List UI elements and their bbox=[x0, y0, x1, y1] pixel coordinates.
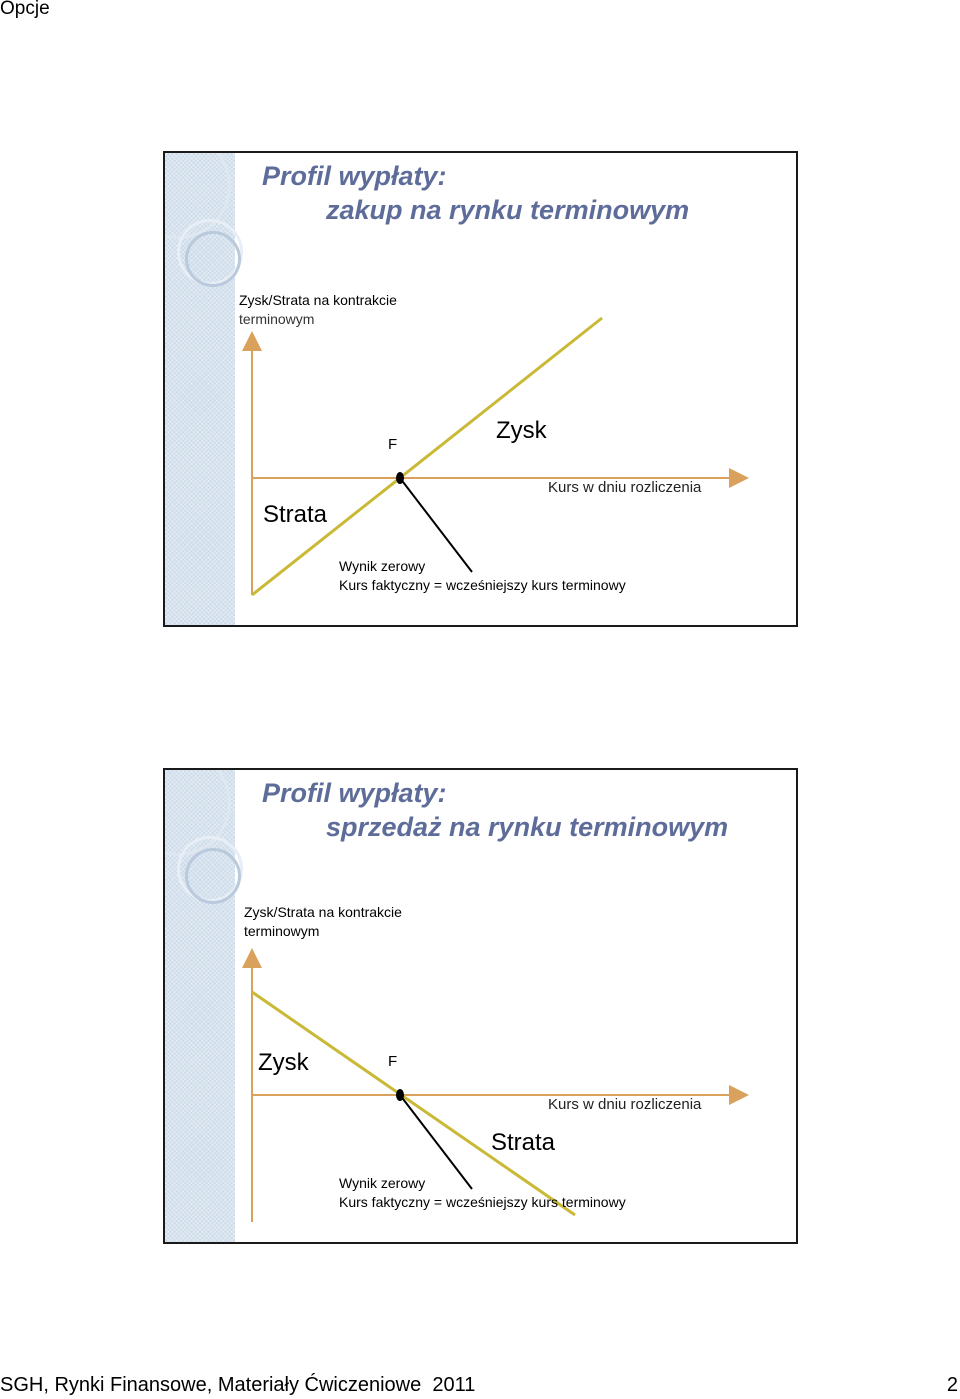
strike-label: F bbox=[388, 436, 398, 453]
slide-title-line2: sprzedaż na rynku terminowym bbox=[326, 812, 729, 842]
x-axis-label: Kurs w dniu rozliczenia bbox=[548, 479, 702, 496]
breakeven-label-line1: Wynik zerowy bbox=[339, 1175, 426, 1191]
y-axis-label-line1: Zysk/Strata na kontrakcie bbox=[239, 292, 397, 308]
page-number: 2 bbox=[946, 1374, 958, 1396]
slide-long-forward bbox=[163, 151, 798, 627]
page-header: Opcje bbox=[0, 0, 50, 19]
breakeven-label-line2: Kurs faktyczny = wcześniejszy kurs terminowy bbox=[339, 577, 626, 593]
y-axis-label bbox=[239, 291, 397, 329]
x-axis-label: Kurs w dniu rozliczenia bbox=[548, 1096, 702, 1113]
y-axis-label bbox=[244, 903, 402, 941]
payoff-diagram bbox=[165, 770, 796, 1242]
slide-title-line1: Profil wypłaty: bbox=[262, 778, 447, 808]
footer-text: SGH, Rynki Finansowe, Materiały Ćwiczeniowe 2011 bbox=[0, 1374, 476, 1396]
breakeven-point bbox=[396, 472, 404, 484]
slide-title-line1: Profil wypłaty: bbox=[262, 161, 447, 191]
page-footer bbox=[0, 1374, 960, 1397]
profit-label: Zysk bbox=[496, 417, 547, 444]
breakeven-label bbox=[339, 1174, 626, 1212]
y-axis-label-line2: terminowym bbox=[244, 923, 320, 939]
breakeven-label-line2: Kurs faktyczny = wcześniejszy kurs terminowy bbox=[339, 1194, 626, 1210]
y-axis-label-line1: Zysk/Strata na kontrakcie bbox=[244, 904, 402, 920]
payoff-line bbox=[252, 318, 602, 595]
strike-label: F bbox=[388, 1053, 398, 1070]
y-axis-label-line2: terminowym bbox=[239, 311, 315, 327]
breakeven-label-line1: Wynik zerowy bbox=[339, 558, 426, 574]
loss-label: Strata bbox=[491, 1129, 556, 1156]
slide-title-line2: zakup na rynku terminowym bbox=[326, 195, 690, 225]
loss-label: Strata bbox=[263, 501, 328, 528]
breakeven-point bbox=[396, 1089, 404, 1101]
breakeven-label bbox=[339, 557, 626, 595]
slide-short-forward bbox=[163, 768, 798, 1244]
payoff-diagram bbox=[165, 153, 796, 625]
profit-label: Zysk bbox=[258, 1049, 309, 1076]
